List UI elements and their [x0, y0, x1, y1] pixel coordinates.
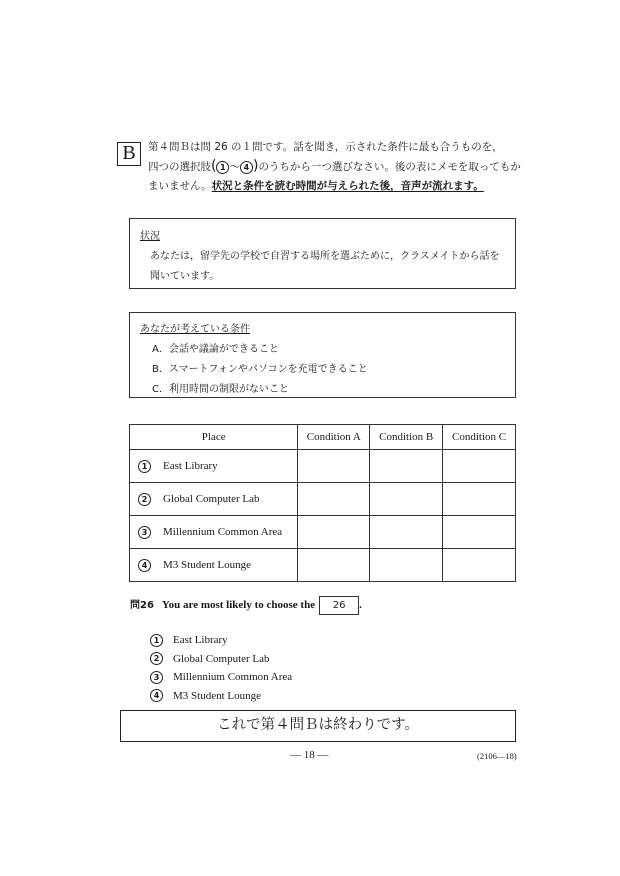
- circled-number-icon: 4: [150, 689, 163, 702]
- place-name: M3 Student Lounge: [163, 558, 251, 571]
- option-item[interactable]: [150, 687, 292, 706]
- place-name: Global Computer Lab: [163, 492, 260, 505]
- question-prompt: You are most likely to choose the: [161, 599, 316, 612]
- circled-number-icon: 1: [216, 161, 229, 174]
- header-place: Place: [130, 425, 298, 450]
- place-cell: [130, 549, 298, 582]
- memo-table: [129, 424, 516, 582]
- header-condition-c: Condition C: [443, 425, 516, 450]
- option-text: Global Computer Lab: [173, 652, 270, 665]
- end-notice: これで第４問Ｂは終わりです。: [120, 710, 516, 742]
- question: [130, 596, 362, 615]
- memo-cell[interactable]: [298, 483, 370, 516]
- circled-number-icon: 4: [138, 559, 151, 572]
- header-condition-b: Condition B: [370, 425, 443, 450]
- option-item[interactable]: [150, 631, 292, 650]
- place-name: Millennium Common Area: [163, 525, 283, 538]
- circled-number-icon: 1: [150, 634, 163, 647]
- memo-cell[interactable]: [443, 483, 516, 516]
- option-text: East Library: [173, 634, 228, 646]
- memo-cell[interactable]: [443, 450, 516, 483]
- range-separator: ～: [229, 161, 240, 173]
- memo-cell[interactable]: [370, 549, 443, 582]
- circled-number-icon: 1: [138, 460, 151, 473]
- memo-cell[interactable]: [298, 549, 370, 582]
- memo-cell[interactable]: [370, 483, 443, 516]
- instruction-line-1: 第４問Ｂは問 26 の１問です。話を聞き，示された条件に最も合うものを，: [148, 141, 503, 153]
- table-row: [130, 450, 516, 483]
- conditions-heading: あなたが考えている条件: [140, 324, 250, 335]
- question-end: .: [359, 599, 362, 612]
- instructions: [148, 138, 521, 196]
- option-item[interactable]: [150, 668, 292, 687]
- section-letter: B: [117, 142, 141, 166]
- memo-cell[interactable]: [370, 516, 443, 549]
- memo-cell[interactable]: [298, 450, 370, 483]
- page-number: — 18 —: [290, 749, 329, 761]
- circled-number-icon: 3: [138, 526, 151, 539]
- option-text: M3 Student Lounge: [173, 689, 261, 702]
- answer-options: [150, 631, 292, 705]
- table-row: [130, 516, 516, 549]
- memo-cell[interactable]: [370, 450, 443, 483]
- place-name: East Library: [163, 459, 218, 472]
- memo-cell[interactable]: [443, 516, 516, 549]
- circled-number-icon: 4: [240, 161, 253, 174]
- circled-number-icon: 2: [138, 493, 151, 506]
- instruction-line-2: 四つの選択肢( 1 ～ 4 )のうちから一つ選びなさい。後の表にメモを取ってもか: [148, 158, 521, 174]
- option-text: Millennium Common Area: [173, 671, 293, 683]
- conditions-box: [129, 312, 516, 398]
- option-item[interactable]: [150, 650, 292, 669]
- table-header-row: [130, 425, 516, 450]
- instruction-line-3: [148, 177, 516, 196]
- table-row: [130, 483, 516, 516]
- table-row: [130, 549, 516, 582]
- exam-code: (2106—18): [477, 751, 517, 761]
- header-condition-a: Condition A: [298, 425, 370, 450]
- condition-item: B．スマートフォンやパソコンを充電できること: [152, 364, 368, 375]
- instruction-text: のうちから一つ選びなさい。後の表にメモを取ってもか: [258, 161, 521, 173]
- instruction-emphasis: 状況と条件を読む時間が与えられた後，音声が流れます。: [211, 180, 484, 192]
- situation-box: [129, 218, 516, 289]
- condition-item: C．利用時間の制限がないこと: [152, 384, 289, 395]
- answer-box[interactable]: 26: [319, 596, 359, 615]
- question-number: 問26: [130, 600, 154, 612]
- instruction-text: まいません。: [148, 180, 212, 192]
- place-cell: [130, 483, 298, 516]
- memo-cell[interactable]: [443, 549, 516, 582]
- condition-item: A．会話や議論ができること: [152, 344, 279, 355]
- circled-number-icon: 3: [150, 671, 163, 684]
- place-cell: [130, 516, 298, 549]
- instruction-text: 四つの選択肢: [148, 161, 211, 173]
- place-cell: [130, 450, 298, 483]
- situation-text: あなたは，留学先の学校で自習する場所を選ぶために，クラスメイトから話を聞いています。: [150, 251, 500, 282]
- memo-cell[interactable]: [298, 516, 370, 549]
- circled-number-icon: 2: [150, 652, 163, 665]
- situation-heading: 状況: [140, 231, 160, 242]
